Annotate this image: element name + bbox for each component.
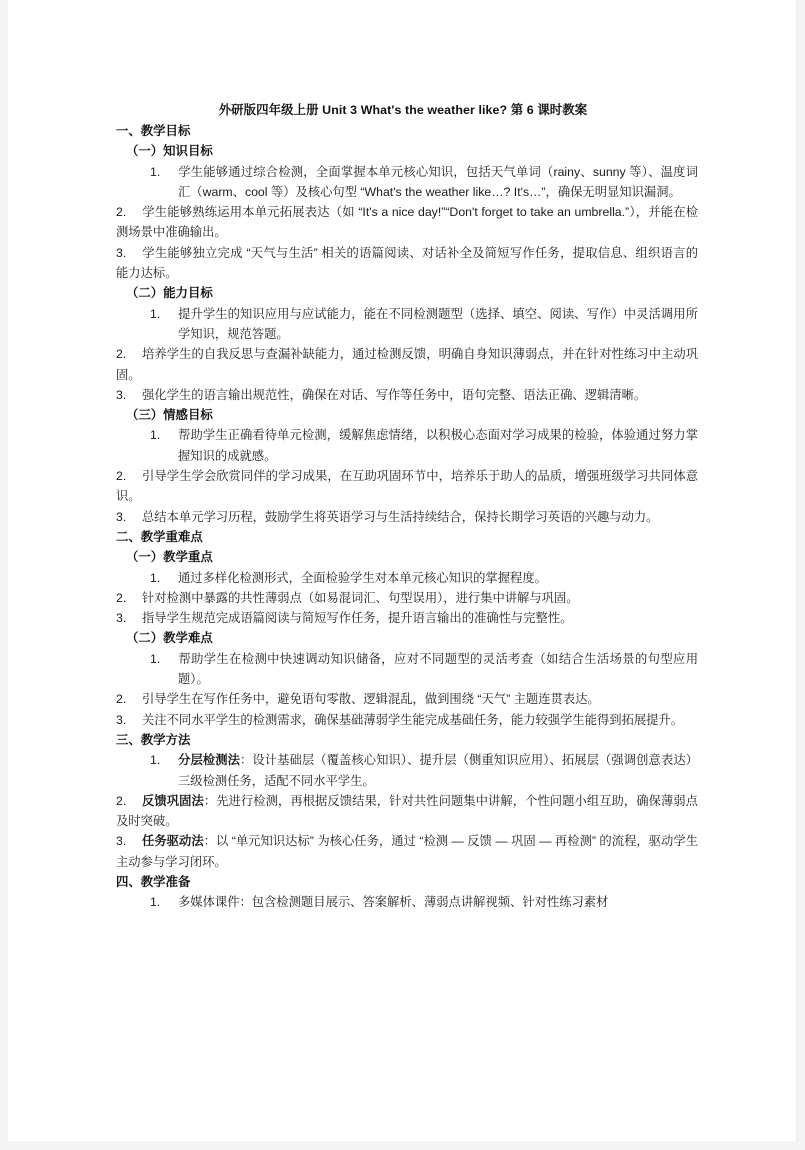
list-item: [116, 202, 698, 243]
list-item: [116, 831, 698, 872]
list-item-text: 总结本单元学习历程，鼓励学生将英语学习与生活持续结合，保持长期学习英语的兴趣与动力。: [142, 509, 659, 524]
list-item: [116, 791, 698, 832]
list-item-label: 分层检测法: [178, 753, 240, 768]
list-item-number: 1.: [150, 164, 161, 179]
list-item-label: 反馈巩固法: [142, 793, 204, 808]
list-item-text: 指导学生规范完成语篇阅读与简短写作任务，提升语言输出的准确性与完整性。: [142, 611, 573, 626]
list-item-number: 2.: [116, 205, 127, 220]
subsection-heading: （一）知识目标: [126, 144, 213, 159]
subsection-heading: （一）教学重点: [126, 550, 213, 565]
list-item-text: 提升学生的知识应用与应试能力，能在不同检测题型（选择、填空、阅读、写作）中灵活调用所学知识，规范答题。: [178, 306, 698, 341]
page-title: 外研版四年级上册 Unit 3 What's the weather like? 第 6 课时教案: [218, 103, 588, 117]
list-item-number: 1.: [150, 753, 161, 768]
list-item: [116, 608, 698, 628]
section-heading: 二、教学重难点: [116, 529, 203, 544]
list-item-label: 任务驱动法: [142, 834, 204, 849]
subsection-heading: （二）能力目标: [126, 286, 213, 301]
subsection-heading: （三）情感目标: [126, 408, 213, 423]
list-item-text: ：先进行检测，再根据反馈结果，针对共性问题集中讲解，个性问题小组互助，确保薄弱点及时突破。: [116, 793, 698, 829]
list-item-text: 引导学生在写作任务中，避免语句零散、逻辑混乱，做到围绕 “天气” 主题连贯表达。: [142, 692, 600, 707]
document-body: [108, 100, 698, 913]
list-item: [116, 344, 698, 385]
list-item: [150, 750, 698, 791]
list-item: [116, 507, 698, 527]
list-item: [116, 588, 698, 608]
list-item: [150, 892, 698, 912]
list-item-number: 3.: [116, 834, 127, 849]
list-item-number: 3.: [116, 387, 127, 402]
list-item-text: 关注不同水平学生的检测需求，确保基础薄弱学生能完成基础任务，能力较强学生能得到拓展提升。: [142, 712, 684, 727]
section-heading: 三、教学方法: [116, 732, 191, 747]
list-item: [150, 425, 698, 466]
list-item: [116, 710, 698, 730]
list-item-text: 学生能够通过综合检测，全面掌握本单元核心知识，包括天气单词（rainy、sunny 等）、温度词汇（warm、cool 等）及核心句型 “What's the weather like…? It's…”，确保无明显知识漏洞。: [178, 164, 698, 199]
list-item-number: 3.: [116, 712, 127, 727]
list-item-number: 2.: [116, 469, 127, 484]
list-item-number: 2.: [116, 590, 127, 605]
list-item-text: 学生能够熟练运用本单元拓展表达（如 “It's a nice day!”“Don't forget to take an umbrella.”），并能在检测场景中准确输出。: [116, 205, 698, 240]
list-item-text: 引导学生学会欣赏同伴的学习成果，在互助巩固环节中，培养乐于助人的品质，增强班级学习共同体意识。: [116, 469, 698, 504]
list-item: [116, 243, 698, 284]
section-list: [108, 121, 698, 913]
list-item-number: 1.: [150, 570, 161, 585]
list-item: [150, 649, 698, 690]
list-item-number: 1.: [150, 651, 161, 666]
list-item-text: 通过多样化检测形式，全面检验学生对本单元核心知识的掌握程度。: [178, 570, 547, 585]
list-item-text: 多媒体课件：包含检测题目展示、答案解析、薄弱点讲解视频、针对性练习素材: [178, 895, 609, 910]
list-item-number: 2.: [116, 347, 127, 362]
list-item: [116, 689, 698, 709]
list-item-text: 强化学生的语言输出规范性，确保在对话、写作等任务中，语句完整、语法正确、逻辑清晰。: [142, 387, 647, 402]
list-item-text: ：设计基础层（覆盖核心知识）、提升层（侧重知识应用）、拓展层（强调创意表达）三级检测任务，适配不同水平学生。: [178, 753, 698, 788]
list-item: [150, 568, 698, 588]
list-item: [150, 162, 698, 203]
list-item-number: 2.: [116, 793, 127, 808]
list-item-text: 帮助学生在检测中快速调动知识储备，应对不同题型的灵活考查（如结合生活场景的句型应用题）。: [178, 651, 698, 687]
list-item-text: 培养学生的自我反思与查漏补缺能力，通过检测反馈，明确自身知识薄弱点，并在针对性练习中主动巩固。: [116, 347, 698, 382]
list-item-number: 1.: [150, 895, 161, 910]
list-item-number: 3.: [116, 245, 127, 260]
list-item-text: 针对检测中暴露的共性薄弱点（如易混词汇、句型误用），进行集中讲解与巩固。: [142, 590, 579, 605]
document-page: [8, 0, 797, 1141]
list-item-text: 学生能够独立完成 “天气与生活” 相关的语篇阅读、对话补全及简短写作任务，提取信息、组织语言的能力达标。: [116, 245, 698, 281]
list-item: [150, 304, 698, 345]
list-item: [116, 385, 698, 405]
list-item-number: 1.: [150, 306, 161, 321]
list-item-number: 1.: [150, 428, 161, 443]
subsection-heading: （二）教学难点: [126, 631, 213, 646]
list-item-text: 帮助学生正确看待单元检测，缓解焦虑情绪，以积极心态面对学习成果的检验，体验通过努力掌握知识的成就感。: [178, 428, 698, 463]
section-heading: 一、教学目标: [116, 124, 191, 138]
list-item: [116, 466, 698, 507]
list-item-number: 3.: [116, 611, 127, 626]
list-item-number: 3.: [116, 509, 127, 524]
section-heading: 四、教学准备: [116, 874, 191, 889]
list-item-number: 2.: [116, 692, 127, 707]
list-item-text: ：以 “单元知识达标” 为核心任务，通过 “检测 — 反馈 — 巩固 — 再检测” 的流程，驱动学生主动参与学习闭环。: [116, 834, 698, 869]
